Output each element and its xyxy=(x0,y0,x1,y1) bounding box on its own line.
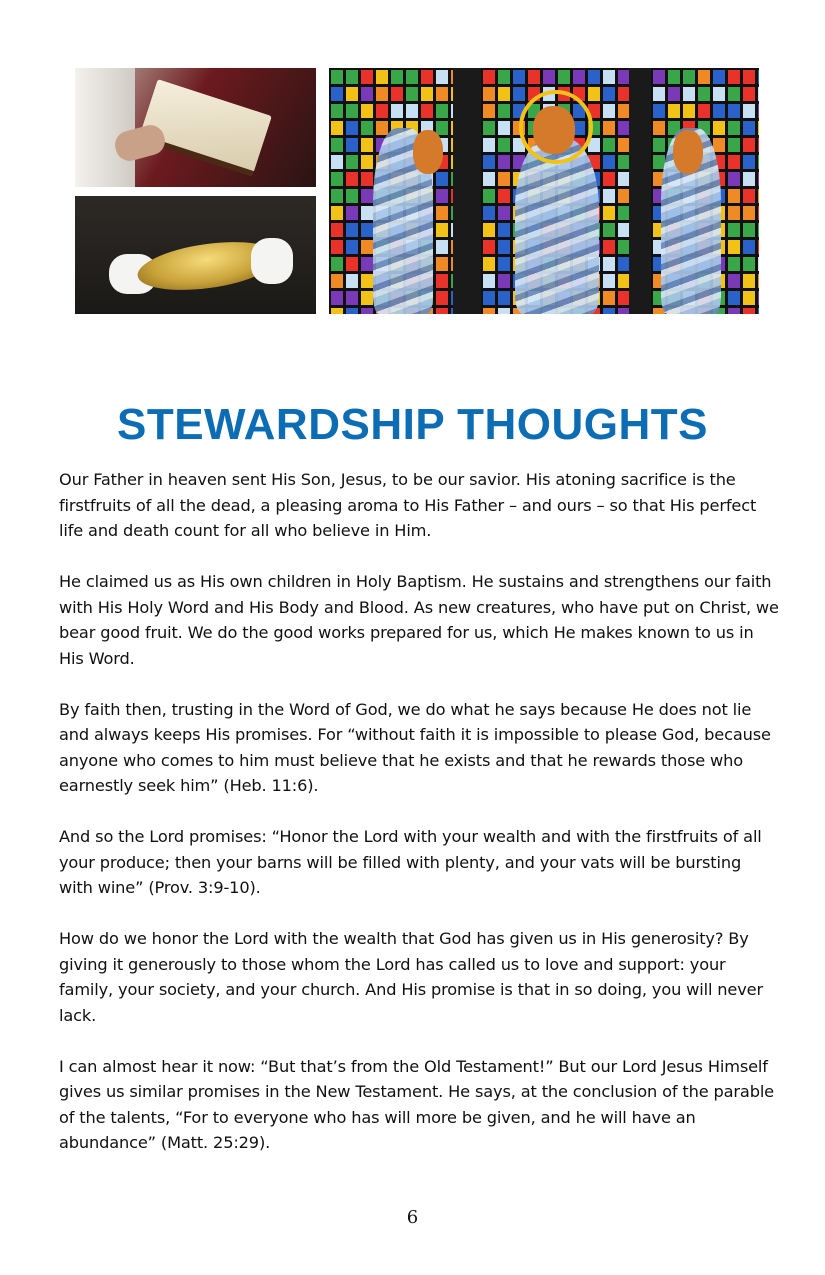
glass-tile xyxy=(696,68,712,86)
glass-tile xyxy=(651,85,667,103)
glass-tile xyxy=(756,102,759,120)
glass-tile xyxy=(449,136,453,154)
glass-tile xyxy=(616,170,629,188)
glass-tile xyxy=(329,153,345,171)
glass-tile xyxy=(329,289,345,307)
glass-tile xyxy=(651,119,667,137)
glass-tile xyxy=(449,68,453,86)
glass-tile xyxy=(344,272,360,290)
glass-tile xyxy=(359,136,375,154)
glass-tile xyxy=(741,153,757,171)
face-shape xyxy=(673,130,703,174)
glass-tile xyxy=(726,68,742,86)
glass-tile xyxy=(434,306,450,314)
glass-tile xyxy=(541,68,557,86)
glass-tile xyxy=(496,221,512,239)
glass-tile xyxy=(616,221,629,239)
glass-tile xyxy=(586,68,602,86)
glass-tile xyxy=(449,289,453,307)
glass-tile xyxy=(449,187,453,205)
paragraph: How do we honor the Lord with the wealth that God has given us in His generosity? By giving it generously to those whom the Lord has called us to love and support: your family, your society, and your church. And His promise is that in so doing, you will never lack. xyxy=(59,929,763,1025)
glass-tile xyxy=(389,102,405,120)
glass-tile xyxy=(434,255,450,273)
glass-tile xyxy=(726,187,742,205)
glass-tile xyxy=(726,306,742,314)
glass-tile xyxy=(481,221,497,239)
article-body xyxy=(59,467,779,1181)
glass-tile xyxy=(481,204,497,222)
glass-tile xyxy=(449,238,453,256)
glass-tile xyxy=(696,85,712,103)
face-shape xyxy=(533,106,575,154)
glass-tile xyxy=(741,204,757,222)
glass-tile xyxy=(329,68,345,86)
glass-tile xyxy=(481,289,497,307)
glass-tile xyxy=(756,289,759,307)
glass-tile xyxy=(756,306,759,314)
glass-tile xyxy=(741,187,757,205)
glass-tile xyxy=(756,170,759,188)
glass-tile xyxy=(329,85,345,103)
glass-tile xyxy=(696,102,712,120)
glass-tile xyxy=(601,170,617,188)
glass-tile xyxy=(741,306,757,314)
glass-tile xyxy=(496,68,512,86)
glass-tile xyxy=(616,68,629,86)
glass-tile xyxy=(726,289,742,307)
glass-tile xyxy=(741,85,757,103)
glass-tile xyxy=(496,102,512,120)
glass-tile xyxy=(481,85,497,103)
glass-tile xyxy=(601,85,617,103)
page-number: 6 xyxy=(406,1207,419,1228)
glass-tile xyxy=(434,68,450,86)
glass-tile xyxy=(726,221,742,239)
glass-tile xyxy=(496,119,512,137)
glass-tile xyxy=(329,119,345,137)
glass-tile xyxy=(496,153,512,171)
glass-tile xyxy=(496,85,512,103)
glass-tile xyxy=(419,85,435,103)
glass-tile xyxy=(404,102,420,120)
glass-tile xyxy=(616,102,629,120)
glass-tile xyxy=(616,119,629,137)
glass-tile xyxy=(481,119,497,137)
glass-tile xyxy=(586,85,602,103)
stained-glass-photo xyxy=(329,68,759,314)
glass-tile xyxy=(449,153,453,171)
glass-tile xyxy=(616,85,629,103)
glass-tile xyxy=(344,170,360,188)
glass-tile xyxy=(481,136,497,154)
glass-tile xyxy=(666,102,682,120)
glass-tile xyxy=(726,85,742,103)
glass-tile xyxy=(434,170,450,188)
glass-tile xyxy=(449,119,453,137)
glass-tile xyxy=(496,204,512,222)
glass-tile xyxy=(756,221,759,239)
glass-tile xyxy=(359,153,375,171)
glass-tile xyxy=(756,136,759,154)
glass-tile xyxy=(496,136,512,154)
glass-tile xyxy=(481,306,497,314)
glass-tile xyxy=(374,68,390,86)
glass-tile xyxy=(601,289,617,307)
glass-tile xyxy=(329,306,345,314)
glass-tile xyxy=(681,85,697,103)
glass-tile xyxy=(711,102,727,120)
glass-tile xyxy=(711,119,727,137)
glass-tile xyxy=(389,68,405,86)
glass-tile xyxy=(741,238,757,256)
glass-tile xyxy=(329,136,345,154)
glass-tile xyxy=(711,85,727,103)
stained-glass-panel-left xyxy=(329,68,453,314)
glass-tile xyxy=(419,102,435,120)
glass-tile xyxy=(359,68,375,86)
glass-tile xyxy=(681,102,697,120)
glass-tile xyxy=(481,153,497,171)
glass-tile xyxy=(756,272,759,290)
glass-tile xyxy=(741,102,757,120)
glass-tile xyxy=(726,272,742,290)
glass-tile xyxy=(481,68,497,86)
glass-tile xyxy=(481,255,497,273)
glass-tile xyxy=(359,119,375,137)
glass-tile xyxy=(344,238,360,256)
glass-tile xyxy=(711,68,727,86)
glass-tile xyxy=(329,102,345,120)
glass-tile xyxy=(449,306,453,314)
glass-tile xyxy=(666,85,682,103)
glass-tile xyxy=(496,187,512,205)
bible-reading-photo xyxy=(75,68,316,187)
glass-tile xyxy=(481,238,497,256)
glass-tile xyxy=(756,68,759,86)
robed-figure-shape xyxy=(515,138,599,314)
glass-tile xyxy=(616,255,629,273)
glass-tile xyxy=(741,289,757,307)
glass-tile xyxy=(616,136,629,154)
face-shape xyxy=(413,130,443,174)
glass-tile xyxy=(359,102,375,120)
glass-tile xyxy=(601,153,617,171)
glass-tile xyxy=(481,272,497,290)
glass-tile xyxy=(756,85,759,103)
glass-tile xyxy=(344,204,360,222)
glass-tile xyxy=(344,221,360,239)
glass-tile xyxy=(481,187,497,205)
glass-tile xyxy=(344,119,360,137)
right-glove-shape xyxy=(251,238,293,284)
glass-tile xyxy=(756,255,759,273)
glass-tile xyxy=(329,272,345,290)
glass-tile xyxy=(434,238,450,256)
glass-tile xyxy=(601,221,617,239)
glass-tile xyxy=(756,238,759,256)
glass-tile xyxy=(496,272,512,290)
glass-tile xyxy=(344,289,360,307)
glass-tile xyxy=(344,153,360,171)
paragraph: I can almost hear it now: “But that’s from the Old Testament!” But our Lord Jesus Himself gives us similar promises in the New Testament. He says, at the conclusion of the parable of the talents, “For to everyone who has will more be given, and he will have an abundance” (Matt. 25:29). xyxy=(59,1056,774,1152)
glass-tile xyxy=(449,102,453,120)
glass-tile xyxy=(511,85,527,103)
glass-tile xyxy=(741,119,757,137)
glass-tile xyxy=(434,102,450,120)
stained-glass-panel-center xyxy=(481,68,629,314)
glass-tile xyxy=(741,170,757,188)
glass-tile xyxy=(571,68,587,86)
paragraph: Our Father in heaven sent His Son, Jesus, to be our savior. His atoning sacrifice is the firstfruits of all the dead, a pleasing aroma to His Father – and ours – so that His perfect life and death count for all who believe in Him. xyxy=(59,470,757,540)
glass-tile xyxy=(651,102,667,120)
glass-tile xyxy=(616,272,629,290)
stained-glass-panel-right xyxy=(651,68,759,314)
glass-tile xyxy=(726,255,742,273)
glass-tile xyxy=(419,68,435,86)
glass-tile xyxy=(344,136,360,154)
glass-tile xyxy=(741,136,757,154)
glass-tile xyxy=(434,85,450,103)
glass-tile xyxy=(616,153,629,171)
glass-tile xyxy=(511,68,527,86)
glass-tile xyxy=(496,238,512,256)
glass-tile xyxy=(526,68,542,86)
glass-tile xyxy=(601,255,617,273)
glass-tile xyxy=(344,306,360,314)
glass-tile xyxy=(434,221,450,239)
glass-tile xyxy=(601,119,617,137)
glass-tile xyxy=(404,85,420,103)
glass-tile xyxy=(601,306,617,314)
glass-tile xyxy=(601,68,617,86)
glass-tile xyxy=(726,153,742,171)
glass-tile xyxy=(666,68,682,86)
glass-tile xyxy=(601,136,617,154)
glass-tile xyxy=(681,68,697,86)
glass-tile xyxy=(726,136,742,154)
glass-tile xyxy=(449,221,453,239)
glass-tile xyxy=(616,204,629,222)
glass-tile xyxy=(344,85,360,103)
glass-tile xyxy=(344,255,360,273)
glass-tile xyxy=(359,85,375,103)
glass-tile xyxy=(741,68,757,86)
glass-tile xyxy=(449,255,453,273)
glass-tile xyxy=(651,136,667,154)
glass-tile xyxy=(434,187,450,205)
robe-shape xyxy=(75,68,135,187)
glass-tile xyxy=(496,306,512,314)
glass-tile xyxy=(726,238,742,256)
glass-tile xyxy=(556,68,572,86)
glass-tile xyxy=(741,221,757,239)
glass-tile xyxy=(449,204,453,222)
glass-tile xyxy=(726,204,742,222)
offering-plate-photo xyxy=(75,196,316,314)
glass-tile xyxy=(344,102,360,120)
page-title: STEWARDSHIP THOUGHTS xyxy=(116,400,708,449)
glass-tile xyxy=(374,85,390,103)
glass-tile xyxy=(404,68,420,86)
glass-tile xyxy=(329,187,345,205)
glass-tile xyxy=(434,204,450,222)
glass-tile xyxy=(616,187,629,205)
glass-tile xyxy=(601,272,617,290)
glass-tile xyxy=(389,85,405,103)
paragraph: And so the Lord promises: “Honor the Lord with your wealth and with the firstfruits of all your produce; then your barns will be filled with plenty, and your vats will be bursting with wine” (Prov. 3:9-10). xyxy=(59,827,762,897)
glass-tile xyxy=(481,170,497,188)
glass-tile xyxy=(344,187,360,205)
glass-tile xyxy=(496,255,512,273)
glass-tile xyxy=(329,255,345,273)
glass-tile xyxy=(449,170,453,188)
glass-tile xyxy=(496,289,512,307)
glass-tile xyxy=(741,272,757,290)
glass-tile xyxy=(651,68,667,86)
glass-tile xyxy=(756,119,759,137)
glass-tile xyxy=(726,170,742,188)
glass-tile xyxy=(434,289,450,307)
glass-tile xyxy=(726,119,742,137)
glass-tile xyxy=(449,85,453,103)
glass-tile xyxy=(601,187,617,205)
glass-tile xyxy=(616,238,629,256)
glass-tile xyxy=(741,255,757,273)
glass-tile xyxy=(434,272,450,290)
glass-tile xyxy=(359,306,375,314)
glass-tile xyxy=(344,68,360,86)
glass-tile xyxy=(756,187,759,205)
glass-tile xyxy=(329,238,345,256)
glass-tile xyxy=(616,306,629,314)
glass-tile xyxy=(329,221,345,239)
glass-tile xyxy=(756,204,759,222)
glass-tile xyxy=(616,289,629,307)
glass-tile xyxy=(449,272,453,290)
glass-tile xyxy=(329,204,345,222)
glass-tile xyxy=(496,170,512,188)
paragraph: He claimed us as His own children in Holy Baptism. He sustains and strengthens our faith with His Holy Word and His Body and Blood. As new creatures, who have put on Christ, we bear good fruit. We do the good works prepared for us, which He makes known to us in His Word. xyxy=(59,572,779,668)
glass-tile xyxy=(756,153,759,171)
glass-tile xyxy=(726,102,742,120)
glass-tile xyxy=(601,238,617,256)
paragraph: By faith then, trusting in the Word of God, we do what he says because He does not lie and always keeps His promises. For “without faith it is impossible to please God, because anyone who comes to him must believe that he exists and that he rewards those who earnestly seek him” (Heb. 11:6). xyxy=(59,699,771,795)
glass-tile xyxy=(329,170,345,188)
header-photo-collage xyxy=(75,68,759,314)
glass-tile xyxy=(601,204,617,222)
glass-tile xyxy=(374,102,390,120)
glass-tile xyxy=(601,102,617,120)
glass-tile xyxy=(481,102,497,120)
